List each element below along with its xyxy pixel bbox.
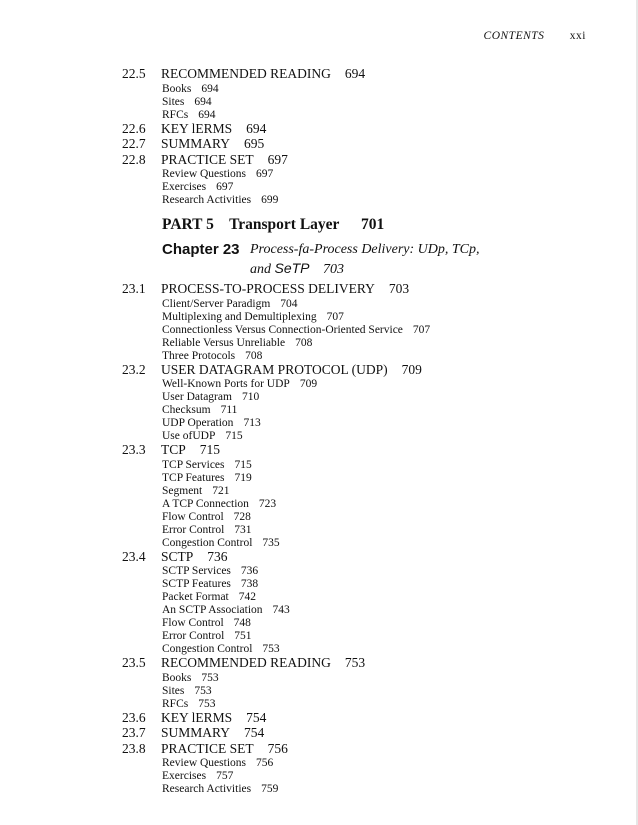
subsection-title: Exercises: [162, 770, 207, 782]
subsection-page: 709: [299, 378, 318, 390]
section-page: 754: [246, 709, 267, 725]
section-number: 22.5: [122, 66, 146, 81]
section-page: 754: [244, 725, 265, 740]
section-page: 694: [246, 120, 267, 136]
section-number: 23.5: [122, 655, 146, 670]
section-number: 23.6: [122, 709, 146, 725]
subsection-title: A TCP Connection: [162, 497, 249, 510]
subsection-page: 753: [201, 671, 219, 684]
chapter-title-and: and: [250, 262, 271, 277]
part-label: PART 5: [162, 216, 214, 233]
section-title: TCP: [161, 442, 186, 457]
subsection-page: 694: [194, 95, 212, 108]
subsection-page: 728: [233, 510, 251, 523]
section-title: SUMMARY: [161, 725, 231, 740]
subsection-page: 753: [262, 643, 280, 655]
section-page: 753: [344, 655, 366, 670]
chapter-label: Chapter 23: [162, 241, 240, 258]
running-header: [484, 30, 586, 42]
subsection-title: RFCs: [162, 697, 189, 710]
subsection-title: Connectionless Versus Connection-Oriented Service: [162, 323, 403, 336]
section-title: PRACTICE SET: [161, 151, 254, 167]
subsection-title: SCTP Services: [162, 565, 231, 577]
section-page: 694: [344, 66, 366, 81]
subsection-title: Client/Server Paradigm: [162, 297, 271, 310]
subsection-page: 721: [212, 484, 230, 497]
subsection-title: Checksum: [162, 404, 211, 416]
subsection-title: Error Control: [162, 630, 225, 642]
header-page-number: xxi: [569, 30, 586, 42]
subsection-page: 707: [326, 310, 344, 323]
section-number: 23.2: [122, 361, 146, 377]
section-page: 703: [388, 281, 410, 296]
section-title: KEY lERMS: [161, 120, 233, 136]
subsection-title: Sites: [162, 95, 185, 108]
subsection-page: 699: [261, 194, 279, 206]
subsection-title: TCP Features: [162, 471, 225, 484]
subsection-title: An SCTP Association: [162, 604, 263, 616]
section-page: 695: [244, 136, 265, 151]
subsection-title: Reliable Versus Unreliable: [162, 336, 286, 349]
section-number: 22.8: [122, 151, 146, 167]
subsection-title: Packet Format: [162, 591, 229, 603]
subsection-title: Use ofUDP: [162, 430, 216, 442]
subsection-title: RFCs: [162, 108, 189, 121]
subsection-title: UDP Operation: [162, 417, 234, 429]
section-number: 23.7: [122, 725, 146, 740]
section-title: PRACTICE SET: [161, 740, 254, 756]
subsection-page: 731: [234, 523, 252, 536]
subsection-title: Congestion Control: [162, 536, 253, 549]
subsection-page: 710: [241, 391, 260, 403]
subsection-page: 742: [238, 591, 256, 603]
section-page: 715: [199, 442, 221, 457]
subsection-page: 756: [256, 757, 274, 769]
subsection-page: 694: [201, 82, 219, 95]
subsection-title: Review Questions: [162, 757, 247, 769]
subsection-page: 753: [194, 684, 212, 697]
subsection-page: 719: [234, 471, 252, 484]
section-page: 697: [267, 151, 288, 167]
subsection-page: 704: [280, 297, 298, 310]
subsection-page: 723: [258, 497, 277, 510]
subsection-page: 708: [245, 349, 263, 362]
subsection-title: Flow Control: [162, 617, 224, 629]
subsection-page: 735: [262, 536, 280, 549]
subsection-title: TCP Services: [162, 458, 225, 471]
subsection-title: Books: [162, 82, 192, 95]
subsection-page: 697: [216, 181, 234, 193]
subsection-page: 748: [233, 617, 251, 629]
subsection-title: Congestion Control: [162, 643, 253, 655]
chapter-title-line1: Process-fa-Process Delivery: UDp, TCp,: [250, 242, 480, 257]
subsection-page: 738: [240, 578, 259, 590]
section-title: PROCESS-TO-PROCESS DELIVERY: [161, 281, 375, 296]
subsection-title: User Datagram: [162, 391, 232, 403]
part-page: 701: [361, 216, 385, 233]
subsection-page: 736: [240, 565, 259, 577]
section-number: 23.8: [122, 740, 146, 756]
section-title: RECOMMENDED READING: [161, 655, 331, 670]
section-number: 22.7: [122, 136, 146, 151]
subsection-page: 757: [216, 770, 234, 782]
subsection-page: 708: [295, 336, 313, 349]
header-label: CONTENTS: [483, 30, 545, 42]
subsection-title: Error Control: [162, 523, 225, 536]
chapter-page: 703: [323, 262, 345, 277]
section-title: SCTP: [161, 548, 194, 564]
subsection-title: Research Activities: [162, 783, 252, 795]
subsection-page: 743: [272, 604, 290, 616]
subsection-title: Research Activities: [162, 194, 252, 206]
section-title: RECOMMENDED READING: [161, 66, 331, 81]
subsection-page: 759: [261, 783, 279, 795]
subsection-page: 697: [256, 168, 274, 180]
section-page: 709: [401, 361, 422, 377]
section-number: 23.3: [122, 442, 146, 457]
section-number: 22.6: [122, 120, 146, 136]
subsection-title: SCTP Features: [162, 578, 231, 590]
section-title: SUMMARY: [161, 136, 231, 151]
section-number: 23.1: [122, 281, 146, 296]
subsection-page: 715: [234, 458, 252, 471]
subsection-title: Multiplexing and Demultiplexing: [162, 310, 317, 323]
section-number: 23.4: [122, 548, 146, 564]
part-title: Transport Layer: [229, 216, 340, 233]
chapter-title-setp: SeTP: [274, 260, 310, 276]
subsection-title: Three Protocols: [162, 349, 236, 362]
subsection-title: Review Questions: [162, 168, 247, 180]
section-page: 736: [207, 548, 228, 564]
subsection-page: 751: [234, 630, 252, 642]
section-title: KEY lERMS: [161, 709, 233, 725]
subsection-page: 713: [243, 417, 261, 429]
subsection-page: 694: [198, 108, 216, 121]
subsection-page: 715: [225, 430, 243, 442]
subsection-title: Segment: [162, 484, 203, 497]
subsection-title: Exercises: [162, 181, 207, 193]
subsection-title: Flow Control: [162, 510, 224, 523]
subsection-page: 711: [220, 404, 238, 416]
subsection-title: Books: [162, 671, 192, 684]
subsection-page: 707: [412, 323, 431, 336]
subsection-page: 753: [198, 697, 216, 710]
section-title: USER DATAGRAM PROTOCOL (UDP): [161, 361, 388, 377]
subsection-title: Sites: [162, 684, 185, 697]
subsection-title: Well-Known Ports for UDP: [162, 378, 290, 390]
section-page: 756: [267, 740, 288, 756]
